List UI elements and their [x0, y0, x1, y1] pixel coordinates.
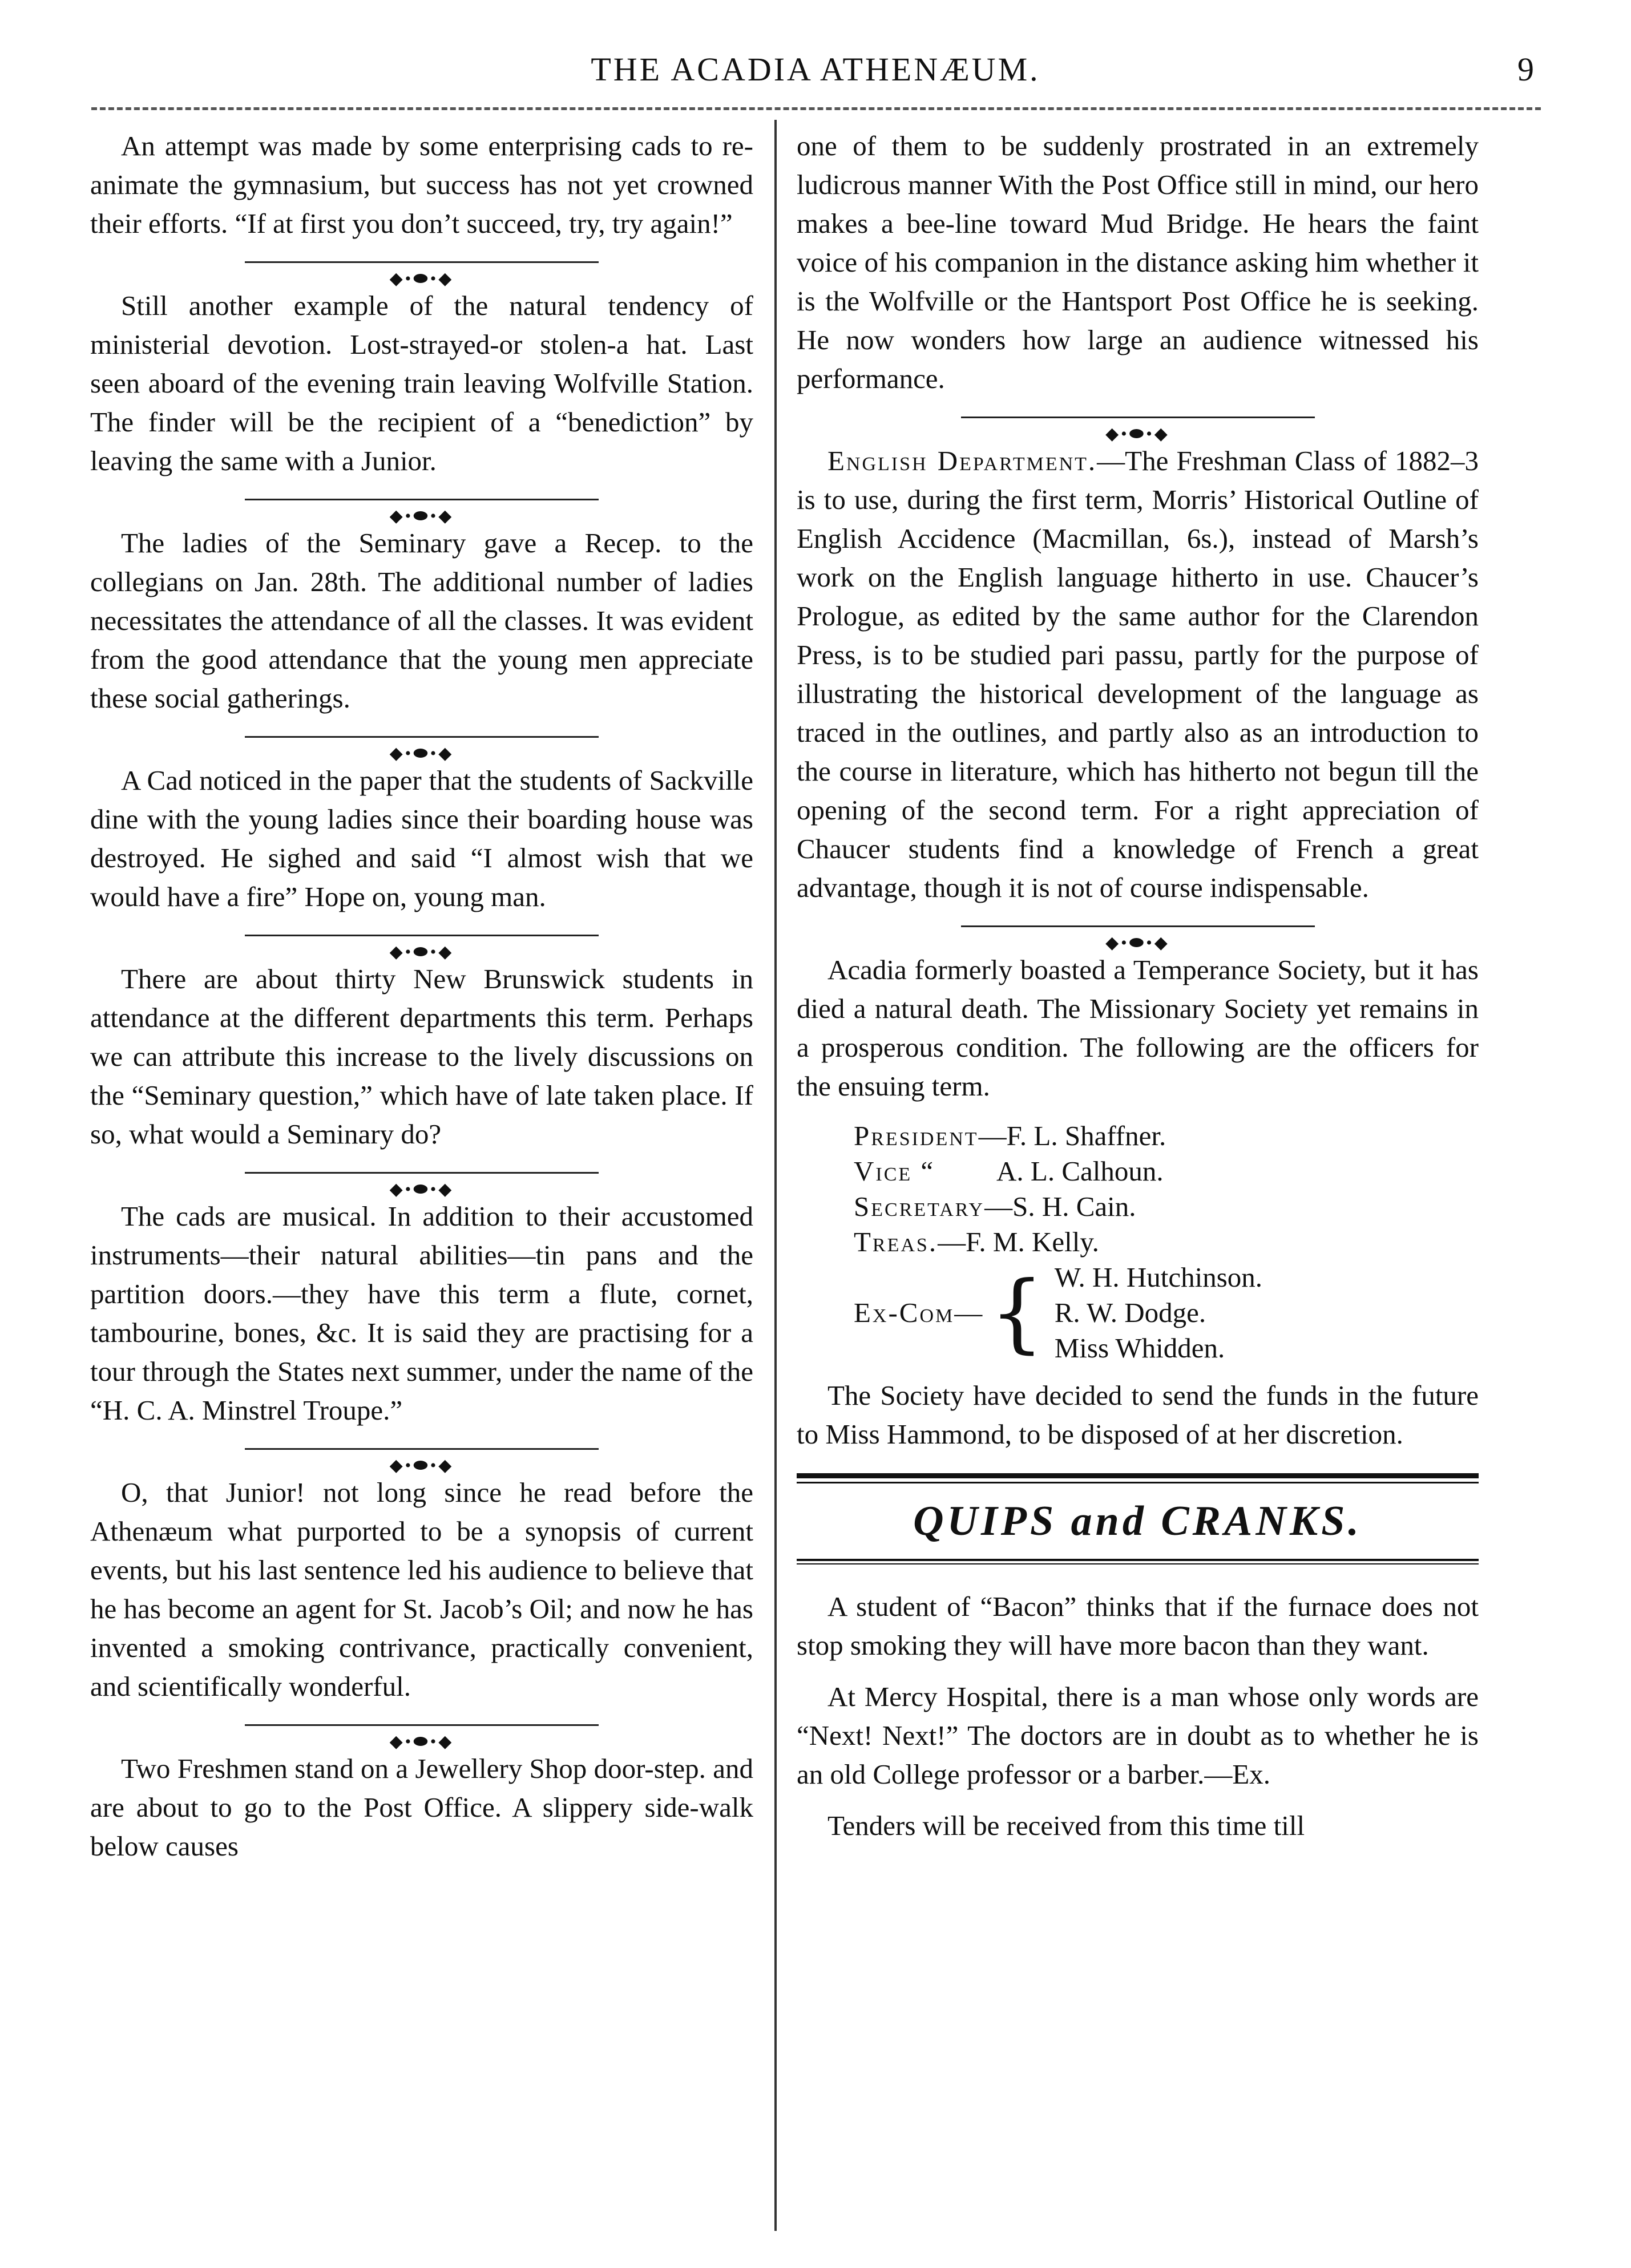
paragraph: An attempt was made by some enterprising cads to re-animate the gymnasium, but success has not yet crowned their efforts. “If at first you don’t succeed, try, try again!” [90, 130, 753, 239]
officers-list [797, 1118, 1479, 1366]
header-rule [91, 107, 1541, 110]
ornament-icon: ◆•⬬•◆ [1093, 425, 1182, 443]
officer-row-treasurer [854, 1224, 1479, 1260]
ornament-rule [245, 256, 599, 288]
paragraph: There are about thirty New Brunswick students in attendance at the different departments this term. Perhaps we can attribute this increase to the lively discussions on the “Seminary question,” which have of late taken place. If so, what would a Seminary do? [90, 963, 753, 1150]
officer-title: Treas. [854, 1226, 938, 1258]
excom-member: R. W. Dodge. [1054, 1297, 1206, 1328]
ornament-icon: ◆•⬬•◆ [1093, 933, 1182, 952]
quip-paragraph: A student of “Bacon” thinks that if the furnace does not stop smoking they will have more bacon than they want. [797, 1591, 1479, 1661]
section-title [797, 1493, 1479, 1550]
paragraph [797, 442, 1479, 907]
paragraph: The ladies of the Seminary gave a Recep. to the collegians on Jan. 28th. The additional number of ladies necessitates the attendance of all the classes. It was evident from the good attendance that the young men appreciate these social gatherings. [90, 527, 753, 714]
ornament-icon: ◆•⬬•◆ [377, 269, 467, 288]
ornament-rule [245, 493, 599, 525]
paragraph-text: —The Freshman Class of 1882–3 is to use, during the first term, Morris’ Historical Outline of English Accidence (Macmillan, 6s.), instead of Marsh’s work on the English language hitherto in use. Chaucer’s Prologue, as edited by the same author for the Clarendon Press, is to be studied pari passu, partly for the purpose of illustrating the historical development of the language as traced in the outlines, and partly also as an introduction to the course in literature, which has hitherto not begun till the opening of the second term. For a right appreciation of Chaucer students find a knowledge of French a great advantage, though it is not of course indispensable. [797, 445, 1479, 903]
dash: — [938, 1226, 966, 1258]
paragraph: Two Freshmen stand on a Jewellery Shop door-step. and are about to go to the Post Office. A slippery side-walk below causes [90, 1753, 753, 1862]
quips-list [797, 1587, 1479, 1845]
ornament-rule [245, 730, 599, 763]
paragraph: Acadia formerly boasted a Temperance Society, but it has died a natural death. The Missionary Society yet remains in a prosperous condition. The following are the officers for the ensuing term. [797, 954, 1479, 1102]
officer-row-secretary [854, 1189, 1479, 1224]
paragraph: The cads are musical. In addition to their accustomed instruments—their natural abilities—tin pans and the partition doors.—they have this term a flute, cornet, tambourine, bones, &c. It is said they are practising for a tour through the States next summer, under the name of the “H. C. A. Minstrel Troupe.” [90, 1200, 753, 1426]
paragraph: O, that Junior! not long since he read before the Athenæum what purported to be a synopsis of current events, but his last sentence led his audience to believe that he has become an agent for St. Jacob’s Oil; and now he has invented a smoking contrivance, practically convenient, and scientifically wonderful. [90, 1477, 753, 1702]
excom-member: W. H. Hutchinson. [1054, 1262, 1263, 1293]
paragraph: A Cad noticed in the paper that the students of Sackville dine with the young ladies since their boarding house was destroyed. He sighed and said “I almost wish that we would have a fire” Hope on, young man. [90, 765, 753, 912]
officer-row-vice [854, 1154, 1479, 1189]
paragraph: Still another example of the natural tendency of ministerial devotion. Lost-strayed-or stolen-a hat. Last seen aboard of the evening train leaving Wolfville Station. The finder will be the recipient of a “benediction” by leaving the same with a Junior. [90, 290, 753, 476]
ornament-icon: ◆•⬬•◆ [377, 1180, 467, 1199]
right-column [797, 127, 1479, 1858]
right-column-top [797, 127, 1479, 1106]
excom-member: Miss Whidden. [1054, 1332, 1225, 1364]
dash: — [984, 1191, 1013, 1222]
paragraph-lead: English Department. [827, 445, 1097, 476]
ornament-rule [245, 1442, 599, 1475]
ornament-rule [245, 1166, 599, 1199]
ornament-rule [245, 1719, 599, 1751]
paragraph: one of them to be suddenly prostrated in an extremely ludicrous manner With the Post Office still in mind, our hero makes a bee-line toward Mud Bridge. He hears the faint voice of his companion in the distance asking him whether it is the Wolfville or the Hantsport Post Office he is seeking. He now wonders how large an audience witnessed his performance. [797, 130, 1479, 394]
page-number: 9 [1517, 51, 1534, 88]
brace-icon: { [990, 1263, 1044, 1363]
quip-paragraph: At Mercy Hospital, there is a man whose only words are “Next! Next!” The doctors are in doubt as to whether he is an old College professor or a barber.—Ex. [797, 1681, 1479, 1790]
ornament-icon: ◆•⬬•◆ [377, 1732, 467, 1751]
ornament-rule [245, 929, 599, 961]
officer-row-president [854, 1118, 1479, 1154]
ornament-rule [961, 920, 1315, 952]
officer-title: President [854, 1120, 979, 1151]
ornament-icon: ◆•⬬•◆ [377, 744, 467, 763]
dash: — [978, 1120, 1007, 1151]
officer-name: F. L. Shaffner. [1006, 1120, 1166, 1151]
officer-name: S. H. Cain. [1012, 1191, 1136, 1222]
ornament-icon: ◆•⬬•◆ [377, 1456, 467, 1475]
ornament-icon: ◆•⬬•◆ [377, 507, 467, 525]
section-rule-top [797, 1473, 1479, 1483]
officer-name: A. L. Calhoun. [996, 1155, 1164, 1187]
quip-paragraph: Tenders will be received from this time till [827, 1810, 1305, 1841]
officer-title: Ex-Com— [854, 1297, 984, 1328]
ornament-icon: ◆•⬬•◆ [377, 943, 467, 961]
officer-name: F. M. Kelly. [966, 1226, 1099, 1258]
excom-members [1055, 1260, 1262, 1366]
officer-row-excom [854, 1260, 1479, 1366]
left-column [90, 127, 753, 1878]
running-head [0, 50, 1631, 102]
section-rule-bottom [797, 1559, 1479, 1564]
running-title: THE ACADIA ATHENÆUM. [591, 51, 1040, 88]
society-paragraph: The Society have decided to send the funds in the future to Miss Hammond, to be disposed of at her discretion. [797, 1380, 1479, 1450]
title-and: and [1071, 1498, 1147, 1545]
officer-title: Vice “ [854, 1155, 935, 1187]
officer-title: Secretary [854, 1191, 985, 1222]
column-divider [774, 120, 777, 2231]
ornament-rule [961, 411, 1315, 443]
title-part: CRANKS. [1161, 1498, 1362, 1545]
title-part: QUIPS [913, 1498, 1057, 1545]
